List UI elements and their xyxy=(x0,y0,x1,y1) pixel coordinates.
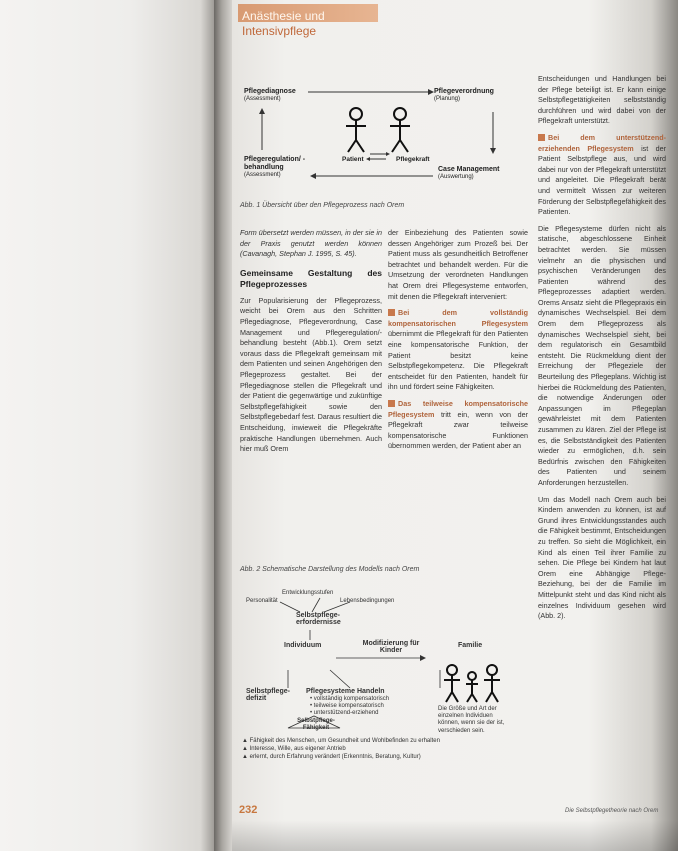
fig1-planning-label: Pflegeverordnung (Planung) xyxy=(434,88,494,103)
fig2-selfcare-requirements: Selbstpflege-erfordernisse xyxy=(296,612,341,627)
text-column-2 xyxy=(388,228,528,452)
fig1-caption: Abb. 1 Übersicht über den Pflegeprozess nach Orem xyxy=(240,202,405,209)
figure-2-orem-model xyxy=(240,588,530,776)
fig1-regulation-label: Pflegeregulation/ -behandlung (Assessment) xyxy=(244,156,306,179)
fig2-family-note: Die Größe und Art der einzelnen Individuen können, wenn sie der ist, verschieden sein. xyxy=(438,706,505,734)
square-bullet-icon xyxy=(538,134,545,141)
header-title-line1: Anästhesie und xyxy=(242,9,325,23)
book-gutter xyxy=(214,0,234,851)
figure-1-care-process xyxy=(238,80,528,198)
fig2-system-1: • vollständig kompensatorisch xyxy=(310,696,390,702)
fig2-systems-title: Pflegesysteme Handeln xyxy=(306,688,385,695)
col1-heading: Gemeinsame Gestaltung des Pflegeprozesses xyxy=(240,267,382,289)
fig2-footnote-1: ▲ Fähigkeit des Menschen, um Gesundheit und Wohlbefinden zu erhalten xyxy=(242,738,440,744)
fig2-living-conditions: Lebensbedingungen xyxy=(340,598,395,604)
fig2-family: Familie xyxy=(458,642,483,649)
col2-bullet-2: Das teilweise kompensatorische Pflegesystem tritt ein, wenn von der Pflegekraft zwar teilweise kompensatorische Funktionen übernommen werden, der Patient aber an xyxy=(388,398,529,451)
fig2-entwicklung: Entwicklungsstufen xyxy=(282,590,334,596)
col2-bullet-1: Bei dem vollständig kompensatorischen Pflegesystem übernimmt die Pflegekraft für den Patienten eine kompensatorische Funktion, der Patient besitzt keine Selbstpflegekompetenz. Die Pflegekraft entscheidet für den Patienten, handelt für ihn und fördert seine Fähigkeiten. xyxy=(388,308,528,392)
fig1-patient-label: Patient xyxy=(342,156,364,163)
fig2-footnote-2: ▲ Interesse, Wille, aus eigener Antrieb xyxy=(242,746,346,752)
fig2-personality: Personalität xyxy=(246,598,278,604)
page-bottom-shadow xyxy=(232,820,678,851)
col3-paragraph-3: Um das Modell nach Orem auch bei Kindern anwenden zu können, ist auf Grund ihres Entwicklungsstandes auch die Fähigkeit bestimmt, Entscheidungen zu treffen. So sieht die Möglichkeit, ein Kind als einen Teil ihrer Familie zu sehen. Die Pflege bei Kindern hat laut Orem eine Abhängige Pflege-Beziehung, bei der die Familie im Mittelpunkt steht und das Kind nicht als einzelnes Individuum gesehen wird (Abb. 2). xyxy=(538,494,666,621)
chapter-header xyxy=(238,4,378,48)
fig2-selfcare-deficit: Selbstpflege-defizit xyxy=(246,688,290,703)
fig1-nurse-label: Pflegekraft xyxy=(396,156,430,163)
fig2-system-3: • unterstützend-erziehend xyxy=(310,710,379,716)
square-bullet-icon xyxy=(388,309,395,316)
col2-paragraph: der Einbeziehung des Patienten sowie dessen Angehöriger zum Prozeß bei. Der Patient muss als gesundheitlich Betroffener betrachtet und behandelt werden. Für die Umsetzung der verordneten Handlungen hat Orem drei Pflegesysteme entworfen, mit denen die Pflegekraft interveniert: xyxy=(388,228,528,301)
fig2-modification: Modifizierung für Kinder xyxy=(362,640,420,655)
fig2-system-2: • teilweise kompensatorisch xyxy=(310,703,384,709)
fig2-footnote-3: ▲ erlernt, durch Erfahrung verändert (Erkenntnis, Beratung, Kultur) xyxy=(242,754,421,760)
fig1-diagnosis-label: Pflegediagnose (Assessment) xyxy=(244,88,296,103)
text-column-3 xyxy=(538,74,666,622)
left-page-edge xyxy=(0,0,218,851)
fig2-caption: Abb. 2 Schematische Darstellung des Modells nach Orem xyxy=(240,566,420,573)
running-footer: Die Selbstpflegetheorie nach Orem xyxy=(565,808,659,814)
col1-body: Zur Popularisierung der Pflegeprozess, weicht bei Orem aus den Schritten Pflegediagnose, Pflegeverordnung, Case Management und Pflegeregulation/-behandlung besteht (Abb.1). Orem setzt voraus dass die Pflegekraft gemeinsam mit dem Patienten und seinen Angehörigen den Pflegeprozess gestaltet. Bei der Pflegediagnose stellen die Pflegekraft und der Patient die gegenwärtige und zukünftige Selbstpflegefähigkeit sowie den Selbstpflegebedarf fest. Daraus resultiert die Entscheidung, inwieweit die Pflegekräfte praktische Handlungen übernehmen. Auch hier muß Orem xyxy=(240,295,382,454)
header-title-line2: Intensivpflege xyxy=(242,24,317,38)
fig1-case-management-label: Case Management (Auswertung) xyxy=(438,166,500,181)
col3-paragraph-2: Die Pflegesysteme dürfen nicht als statische, abgeschlossene Einheit betrachtet werden. Sie müssen vielmehr an die physischen und psychischen Veränderungen des Patienten während des Pflegeprozesses adaptiert werden. Orems Ansatz sieht die Pflegepraxis ein dynamisches Wechselspiel. Bei dem Orem dem Pflegeprozess als dynamisches Wechselspiel sieht, bei dem regulatorisch ein Gesamtbild entsteht. Die Rückmeldung dient der Erreichung der Pflegeziele der Beurteilung des Pflegeplans. Wichtig ist hierbei die Rückmeldung des Patienten, die notwendige Änderungen oder Anpassungen im Pflegeplan gewährleistet mit dem Patienten zusammen zu klären. Ziel der Pflege ist es, die Selbstständigkeit des Patienten wieder zu ermöglichen, d.h. sein Bedürfnis zwischen den Fähigkeiten des Patienten und seinem Anforderungen herzustellen. xyxy=(538,223,666,487)
col1-intro: Form übersetzt werden müssen, in der sie in der Praxis genutzt werden können (Cavanagh, Stephan J. 1995, S. 45). xyxy=(240,228,382,259)
text-column-1 xyxy=(240,228,382,455)
fig2-individual: Individuum xyxy=(284,642,322,649)
col3-paragraph-1: Entscheidungen und Handlungen bei der Pflege beteiligt ist. Er kann einige Selbstpflegetätigkeiten selbstständig durchführen und wird dabei von der Pflegekraft unterstützt. xyxy=(538,74,666,126)
square-bullet-icon xyxy=(388,400,395,407)
fig1-arrows xyxy=(238,80,528,198)
page-number: 232 xyxy=(239,804,258,816)
fig2-selfcare-ability: Selbstpflege-Fähigkeit xyxy=(297,718,335,732)
col3-bullet: Bei dem unterstützend-erziehenden Pflegesystem ist der Patient Selbstpflege aus, und wird dabei nur von der Pflegekraft unterstützt und angeleitet. Die Pflegekraft berät und vermittelt Wissen zur weiteren Förderung der Selbstpflegefähigkeit des Patienten. xyxy=(538,132,667,217)
